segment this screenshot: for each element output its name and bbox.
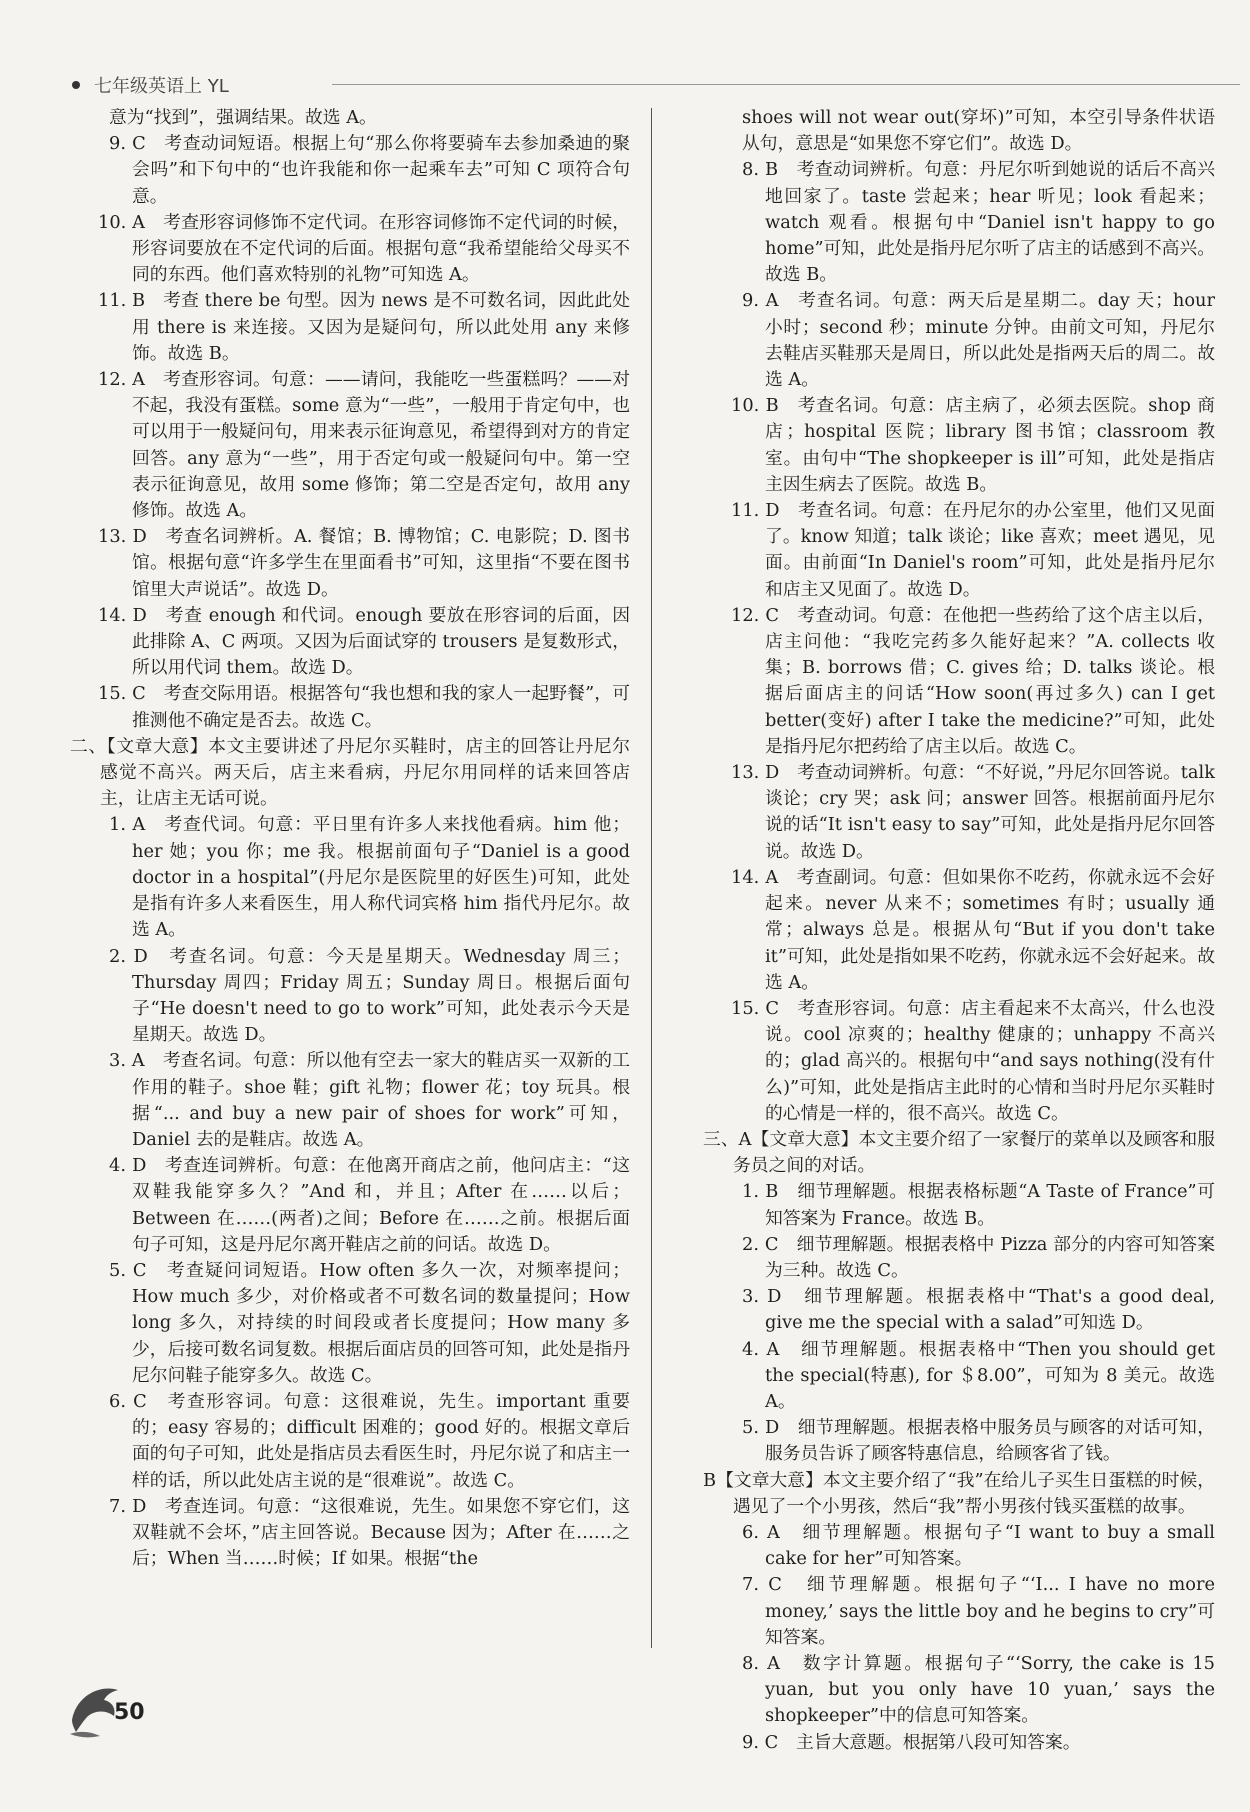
left-column-paragraph: 5. C 考查疑问词短语。How often 多久一次，对频率提问；How much 多少，对价格或者不可数名词的数量提问；How long 多久，对持续的时间段或者长度提问；How many 多少，后接可数名词复数。根据后面店员的回答可知，此处是指丹尼尔问鞋子能穿多久。故选 C。 <box>109 1259 630 1386</box>
right-column-paragraph: 8. A 数字计算题。根据句子“‘Sorry, the cake is 15 yuan, but you only have 10 yuan,’ says the shopkeeper”中的信息可知答案。 <box>742 1652 1215 1727</box>
right-column-paragraph: 10. B 考查名词。句意：店主病了，必须去医院。shop 商店；hospital 医院；library 图书馆；classroom 教室。由句中“The shopkeeper is ill”可知，此处是指店主因生病去了医院。故选 B。 <box>731 395 1215 495</box>
running-header <box>72 70 1240 100</box>
right-column-paragraph: 12. C 考查动词。句意：在他把一些药给了这个店主以后，店主问他：“我吃完药多久能好起来？”A. collects 收集；B. borrows 借；C. gives 给；D. talks 谈论。根据后面店主的问话“How soon(再过多久) can I get better(变好) after I take the medicine?”可知，此处是指丹尼尔把药给了店主以后。故选 C。 <box>731 604 1215 757</box>
right-column <box>703 105 1215 1756</box>
right-column-paragraph: B【文章大意】本文主要介绍了“我”在给儿子买生日蛋糕的时候，遇见了一个小男孩，然后“我”帮小男孩付钱买蛋糕的故事。 <box>703 1469 1215 1517</box>
left-column-paragraph: 3. A 考查名词。句意：所以他有空去一家大的鞋店买一双新的工作用的鞋子。shoe 鞋；gift 礼物；flower 花；toy 玩具。根据“... and buy a new pair of shoes for work”可知，Daniel 去的是鞋店。故选 A。 <box>109 1050 630 1150</box>
right-column-paragraph: 9. C 主旨大意题。根据第八段可知答案。 <box>742 1731 1081 1753</box>
left-column-paragraph: 2. D 考查名词。句意：今天是星期天。Wednesday 周三；Thursday 周四；Friday 周五；Sunday 周日。根据后面句子“He doesn't need to go to work”可知，此处表示今天是星期天。故选 D。 <box>109 945 630 1046</box>
left-column-paragraph: 4. D 考查连词辨析。句意：在他离开商店之前，他问店主：“这双鞋我能穿多久？”And 和，并且；After 在……以后；Between 在……(两者)之间；Before 在……之前。根据后面句子可知，这是丹尼尔离开鞋店之前的问话。故选 D。 <box>109 1155 630 1255</box>
left-column-paragraph: 10. A 考查形容词修饰不定代词。在形容词修饰不定代词的时候，形容词要放在不定代词的后面。根据句意“我希望能给父母买不同的东西。他们喜欢特别的礼物”可知选 A。 <box>98 211 630 286</box>
right-column-paragraph: 13. D 考查动词辨析。句意：“不好说，”丹尼尔回答说。talk 谈论；cry 哭；ask 问；answer 回答。根据前面丹尼尔说的话“It isn't easy to say”可知，此处是指丹尼尔回答说。故选 D。 <box>731 762 1215 862</box>
column-divider <box>651 108 652 1648</box>
right-column-paragraph: 6. A 细节理解题。根据句子“I want to buy a small cake for her”可知答案。 <box>742 1521 1215 1570</box>
left-column-paragraph: 13. D 考查名词辨析。A. 餐馆；B. 博物馆；C. 电影院；D. 图书馆。根据句意“许多学生在里面看书”可知，这里指“不要在图书馆里大声说话”。故选 D。 <box>98 526 630 600</box>
left-column-paragraph: 意为“找到”，强调结果。故选 A。 <box>109 107 377 128</box>
header-rule <box>332 84 1240 85</box>
left-column-paragraph: 9. C 考查动词短语。根据上句“那么你将要骑车去参加桑迪的聚会吗”和下句中的“也许我能和你一起乘车去”可知 C 项符合句意。 <box>109 133 630 207</box>
left-column-paragraph: 14. D 考查 enough 和代词。enough 要放在形容词的后面，因此排除 A、C 两项。又因为后面试穿的 trousers 是复数形式，所以用代词 them。故选 D。 <box>98 604 630 679</box>
left-column-paragraph: 6. C 考查形容词。句意：这很难说，先生。important 重要的；easy 容易的；difficult 困难的；good 好的。根据文章后面的句子可知，此处是指店员去看医生时，丹尼尔说了和店主一样的话，所以此处店主说的是“很难说”。故选 C。 <box>109 1390 630 1491</box>
right-column-paragraph: 5. D 细节理解题。根据表格中服务员与顾客的对话可知，服务员告诉了顾客特惠信息，给顾客省了钱。 <box>742 1417 1215 1465</box>
right-column-paragraph: 3. D 细节理解题。根据表格中“That's a good deal, give me the special with a salad”可知选 D。 <box>742 1286 1215 1334</box>
right-column-paragraph: 14. A 考查副词。句意：但如果你不吃药，你就永远不会好起来。never 从来不；sometimes 有时；usually 通常；always 总是。根据从句“But if you don't take it”可知，此处是指如果不吃药，你就永远不会好起来。故选 A。 <box>731 866 1215 993</box>
right-column-paragraph: 2. C 细节理解题。根据表格中 Pizza 部分的内容可知答案为三种。故选 C。 <box>742 1233 1215 1281</box>
right-column-paragraph: 8. B 考查动词辨析。句意：丹尼尔听到她说的话后不高兴地回家了。taste 尝起来；hear 听见；look 看起来；watch 观看。根据句中“Daniel isn't happy to go home”可知，此处是指丹尼尔听了店主的话感到不高兴。故选 B。 <box>742 159 1215 286</box>
page-footer <box>74 1680 184 1760</box>
bullet-dot-icon <box>72 81 80 89</box>
header-title: 七年级英语上 YL <box>94 76 229 97</box>
right-column-paragraph: 1. B 细节理解题。根据表格标题“A Taste of France”可知答案为 France。故选 B。 <box>742 1181 1215 1229</box>
left-column-paragraph: 7. D 考查连词。句意：“这很难说，先生。如果您不穿它们，这双鞋就不会坏，”店主回答说。Because 因为；After 在……之后；When 当……时候；If 如果。根据“the <box>109 1495 630 1570</box>
left-column-paragraph: 15. C 考查交际用语。根据答句“我也想和我的家人一起野餐”，可推测他不确定是否去。故选 C。 <box>98 683 630 731</box>
right-column-paragraph: 9. A 考查名词。句意：两天后是星期二。day 天；hour 小时；second 秒；minute 分钟。由前文可知，丹尼尔去鞋店买鞋那天是周日，所以此处是指两天后的周二。故选 A。 <box>742 290 1215 391</box>
page-number: 50 <box>114 1700 145 1725</box>
right-column-paragraph: 7. C 细节理解题。根据句子“‘I... I have no more money,’ says the little boy and he begins to cry”可知答案。 <box>742 1574 1215 1648</box>
left-column-paragraph: 1. A 考查代词。句意：平日里有许多人来找他看病。him 他；her 她；you 你；me 我。根据前面句子“Daniel is a good doctor in a hospital”(丹尼尔是医院里的好医生)可知，此处是指有许多人来看医生，用人称代词宾格 him 指代丹尼尔。故选 A。 <box>109 814 630 941</box>
right-column-paragraph: 11. D 考查名词。句意：在丹尼尔的办公室里，他们又见面了。know 知道；talk 谈论；like 喜欢；meet 遇见，见面。由前面“In Daniel's room”可知，此处是指丹尼尔和店主又见面了。故选 D。 <box>731 500 1215 600</box>
right-column-paragraph: 15. C 考查形容词。句意：店主看起来不太高兴，什么也没说。cool 凉爽的；healthy 健康的；unhappy 不高兴的；glad 高兴的。根据句中“and says nothing(没有什么)”可知，此处是指店主此时的心情和当时丹尼尔买鞋时的心情是一样的，很不高兴。故选 C。 <box>731 997 1215 1124</box>
left-column-paragraph: 12. A 考查形容词。句意：——请问，我能吃一些蛋糕吗？——对不起，我没有蛋糕。some 意为“一些”，一般用于肯定句中，也可以用于一般疑问句，用来表示征询意见，希望得到对方的肯定回答。any 意为“一些”，用于否定句或一般疑问句中。第一空表示征询意见，故用 some 修饰；第二空是否定句，故用 any 修饰。故选 A。 <box>98 369 630 522</box>
left-column-paragraph: 二、【文章大意】本文主要讲述了丹尼尔买鞋时，店主的回答让丹尼尔感觉不高兴。两天后，店主来看病，丹尼尔用同样的话来回答店主，让店主无话可说。 <box>70 735 630 810</box>
right-column-paragraph: 三、A【文章大意】本文主要介绍了一家餐厅的菜单以及顾客和服务员之间的对话。 <box>703 1128 1215 1177</box>
left-column <box>70 105 630 1572</box>
left-column-paragraph: 11. B 考查 there be 句型。因为 news 是不可数名词，因此此处用 there is 来连接。又因为是疑问句，所以此处用 any 来修饰。故选 B。 <box>98 290 630 364</box>
right-column-paragraph: shoes will not wear out(穿坏)”可知，本空引导条件状语从句，意思是“如果您不穿它们”。故选 D。 <box>742 107 1215 155</box>
right-column-paragraph: 4. A 细节理解题。根据表格中“Then you should get the special(特惠), for ＄8.00”，可知为 8 美元。故选 A。 <box>742 1338 1215 1412</box>
